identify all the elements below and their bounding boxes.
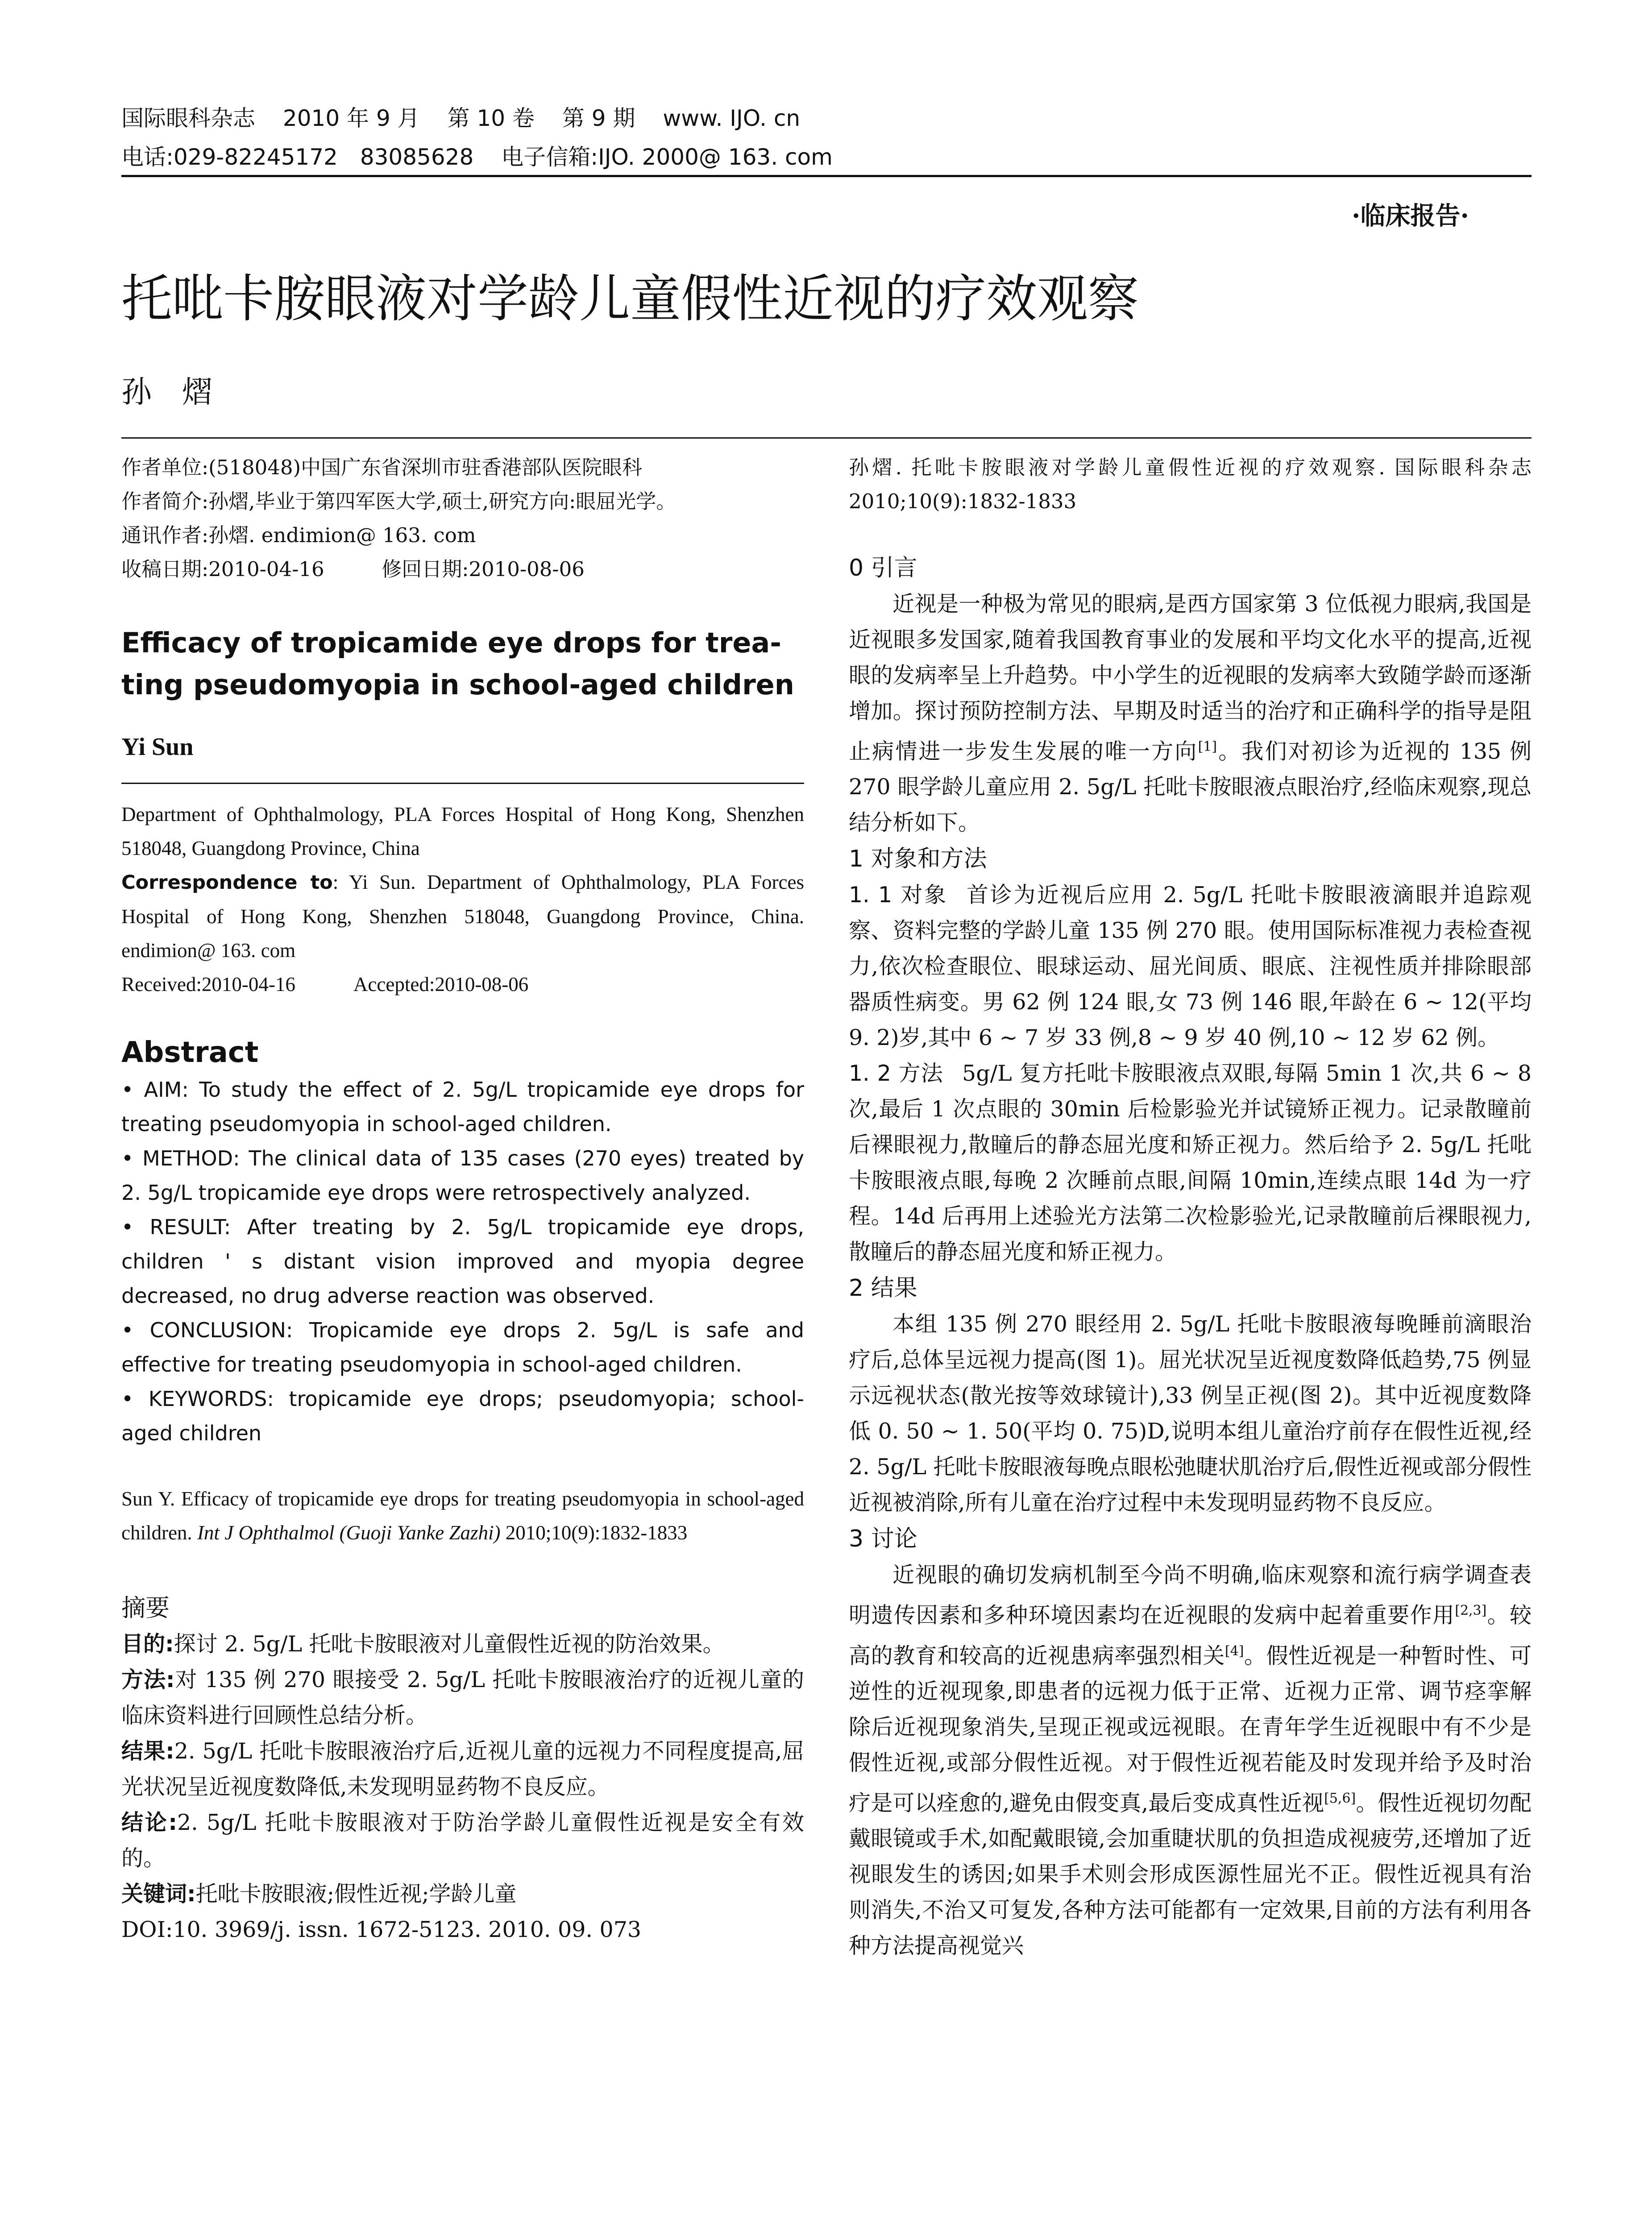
doi[interactable]: DOI:10. 3969/j. issn. 1672-5123. 2010. 09. 073	[121, 1917, 642, 1942]
abstract-en	[121, 1033, 804, 1451]
journal-header-line2	[121, 144, 853, 170]
s11-label: 1. 1 对象	[849, 882, 948, 908]
phone: 电话:029-82245172 83085628	[121, 144, 474, 170]
abstract-cn-result	[121, 1733, 804, 1805]
citation-en-journal: Int J Ophthalmol (Guoji Yanke Zazhi)	[197, 1522, 501, 1544]
citation-en-tail: 2010;10(9):1832-1833	[500, 1522, 688, 1544]
abstract-heading: Abstract	[121, 1036, 259, 1069]
s3-text-d: 。假性近视切勿配戴眼镜或手术,如配戴眼镜,会加重睫状肌的负担造成视疲劳,还增加了近视眼发生的诱因;如果手术则会形成医源性屈光不正。假性近视具有治则消失,不治又可复发,各种方法可能都有一定效果,目前的方法有利用各种方法提高视觉兴	[849, 1790, 1532, 1959]
english-title	[121, 622, 804, 706]
received-date: 收稿日期:2010-04-16	[121, 557, 324, 581]
section-2-heading: 2 结果	[849, 1275, 917, 1302]
abstract-cn-conclusion	[121, 1805, 804, 1876]
conclusion-text: 2. 5g/L 托吡卡胺眼液对于防治学龄儿童假性近视是安全有效的。	[121, 1810, 804, 1871]
method-text: 对 135 例 270 眼接受 2. 5g/L 托吡卡胺眼液治疗的近视儿童的临床资料进行回顾性总结分析。	[121, 1667, 804, 1728]
english-correspondence	[121, 865, 804, 967]
english-title-line2: ting pseudomyopia in school-aged children	[121, 668, 794, 701]
left-column	[121, 451, 804, 1948]
s3-text-b: 。较高的教育和较高的近视患病率强烈相关	[849, 1602, 1532, 1668]
section-1-2	[849, 1056, 1532, 1270]
author-name: 孙 熠	[121, 375, 213, 410]
abstract-method: • METHOD: The clinical data of 135 cases (270 eyes) treated by 2. 5g/L tropicamide eye drops were retrospectively analyzed.	[121, 1146, 804, 1205]
s12-text: 5g/L 复方托吡卡胺眼液点双眼,每隔 5min 1 次,共 6 ~ 8 次,最后 1 次点眼的 30min 后检影验光并试镜矫正视力。记录散瞳前后裸眼视力,散瞳后的静态屈光度和矫正视力。然后给予 2. 5g/L 托吡卡胺眼液点眼,每晚 2 次睡前点眼,间隔 10min,连续点眼 14d 为一疗程。14d 后再用上述验光方法第二次检影验光,记录散瞳前后裸眼视力,散瞳后的静态屈光度和矫正视力。	[849, 1061, 1532, 1265]
section-introduction	[849, 550, 1532, 841]
abstract-conclusion: • CONCLUSION: Tropicamide eye drops 2. 5g/L is safe and effective for treating pseudomyopia in school-aged children.	[121, 1318, 804, 1377]
section-results	[849, 1270, 1532, 1521]
citation-en	[121, 1482, 804, 1550]
aim-label: 目的:	[121, 1631, 174, 1657]
english-title-line1: Efficacy of tropicamide eye drops for trea-	[121, 626, 781, 659]
section-3-paragraph	[849, 1557, 1532, 1964]
section-1-1	[849, 877, 1532, 1056]
section-label: ·临床报告·	[1352, 201, 1469, 231]
abstract-cn-method	[121, 1662, 804, 1733]
s3-text-a: 近视眼的确切发病机制至今尚不明确,临床观察和流行病学调查表明遗传因素和多种环境因素均在近视眼的发病中起着重要作用	[849, 1562, 1532, 1628]
abstract-keywords: • KEYWORDS: tropicamide eye drops; pseudomyopia; school-aged children	[121, 1387, 804, 1445]
english-accepted: Accepted:2010-08-06	[353, 973, 529, 995]
ref-1: [1]	[1198, 739, 1217, 755]
english-author: Yi Sun	[121, 733, 194, 761]
s3-text-c: 。假性近视是一种暂时性、可逆性的近视现象,即患者的远视力低于正常、近视力正常、调节痉挛解除后近视现象消失,呈现正视或远视眼。在青年学生近视眼中有不少是假性近视,或部分假性近视。对于假性近视若能及时发现并给予及时治疗是可以痊愈的,避免由假变真,最后变成真性近视	[849, 1642, 1532, 1816]
affiliation-rule	[121, 783, 804, 784]
journal-header-line1	[121, 105, 821, 132]
author-info	[121, 451, 804, 586]
s11-text: 首诊为近视后应用 2. 5g/L 托吡卡胺眼液滴眼并追踪观察、资料完整的学龄儿童 135 例 270 眼。使用国际标准视力表检查视力,依次检查眼位、眼球运动、屈光间质、眼底、注视性质并排除眼部器质性病变。男 62 例 124 眼,女 73 例 146 眼,年龄在 6 ~ 12(平均 9. 2)岁,其中 6 ~ 7 岁 33 例,8 ~ 9 岁 40 例,10 ~ 12 岁 62 例。	[849, 882, 1532, 1051]
result-text: 2. 5g/L 托吡卡胺眼液治疗后,近视儿童的远视力不同程度提高,屈光状况呈近视度数降低,未发现明显药物不良反应。	[121, 1738, 804, 1800]
correspondence-text: : Yi Sun. Department of Ophthalmology, PLA Forces Hospital of Hong Kong, Shenzhen 518048, Guangdong Province, China. endimion@ 163. com	[121, 871, 804, 962]
english-affiliation: Department of Ophthalmology, PLA Forces Hospital of Hong Kong, Shenzhen 518048, Guangdong Province, China	[121, 803, 804, 859]
abstract-aim: • AIM: To study the effect of 2. 5g/L tropicamide eye drops for treating pseudomyopia in school-aged children.	[121, 1078, 804, 1136]
section-0-paragraph	[849, 586, 1532, 841]
volume: 第 10 卷	[447, 105, 535, 131]
citation-en-main: Sun Y. Efficacy of tropicamide eye drops for treating pseudomyopia in school-aged children.	[121, 1488, 804, 1544]
right-column	[849, 451, 1532, 1964]
ref-2-3: [2,3]	[1455, 1603, 1487, 1619]
method-label: 方法:	[121, 1667, 175, 1692]
section-2-paragraph: 本组 135 例 270 眼经用 2. 5g/L 托吡卡胺眼液每晚睡前滴眼治疗后,总体呈远视力提高(图 1)。屈光状况呈近视度数降低趋势,75 例显示远视状态(散光按等效球镜计),33 例呈正视(图 2)。其中近视度数降低 0. 50 ~ 1. 50(平均 0. 75)D,说明本组儿童治疗前存在假性近视,经 2. 5g/L 托吡卡胺眼液每晚点眼松弛睫状肌治疗后,假性近视或部分假性近视被消除,所有儿童在治疗过程中未发现明显药物不良反应。	[849, 1311, 1532, 1516]
english-dates	[121, 967, 804, 1001]
section-discussion	[849, 1521, 1532, 1964]
email[interactable]: 电子信箱:IJO. 2000@ 163. com	[501, 144, 833, 170]
correspondence-label: Correspondence to	[121, 871, 333, 894]
citation-cn: 孙熠. 托吡卡胺眼液对学龄儿童假性近视的疗效观察. 国际眼科杂志 2010;10(9):1832-1833	[849, 456, 1532, 513]
keywords-label: 关键词:	[121, 1881, 196, 1907]
page-title: 托吡卡胺眼液对学龄儿童假性近视的疗效观察	[121, 269, 1139, 328]
ref-5-6: [5,6]	[1324, 1790, 1356, 1806]
header-rule	[121, 175, 1532, 177]
section-1-heading: 1 对象和方法	[849, 846, 987, 873]
author-bio: 作者简介:孙熠,毕业于第四军医大学,硕士,研究方向:眼屈光学。	[121, 489, 677, 513]
abstract-result: • RESULT: After treating by 2. 5g/L tropicamide eye drops, children ' s distant vision improved and myopia degree decreased, no drug adverse reaction was observed.	[121, 1215, 804, 1308]
english-affiliation-block	[121, 797, 804, 1001]
abstract-cn-aim	[121, 1626, 804, 1662]
abstract-cn-heading: 摘要	[121, 1594, 170, 1622]
abstract-cn	[121, 1590, 804, 1948]
issue-date: 2010 年 9 月	[282, 105, 420, 131]
english-received: Received:2010-04-16	[121, 973, 295, 995]
abstract-cn-keywords	[121, 1876, 804, 1912]
result-label: 结果:	[121, 1738, 174, 1764]
s0-text-a: 近视是一种极为常见的眼病,是西方国家第 3 位低视力眼病,我国是近视眼多发国家,随着我国教育事业的发展和平均文化水平的提高,近视眼的发病率呈上升趋势。中小学生的近视眼的发病率大致随学龄而逐渐增加。探讨预防控制方法、早期及时适当的治疗和正确科学的指导是阻止病情进一步发生发展的唯一方向	[849, 591, 1532, 764]
journal-name: 国际眼科杂志	[121, 105, 255, 131]
revised-date: 修回日期:2010-08-06	[382, 557, 585, 581]
title-rule	[121, 437, 1532, 439]
author-unit: 作者单位:(518048)中国广东省深圳市驻香港部队医院眼科	[121, 456, 643, 479]
issue: 第 9 期	[562, 105, 635, 131]
journal-website[interactable]: www. IJO. cn	[663, 105, 801, 131]
dates	[121, 552, 804, 586]
section-methods	[849, 841, 1532, 1270]
s0-text-b: 。我们对初诊为近视的 135 例 270 眼学龄儿童应用 2. 5g/L 托吡卡胺眼液点眼治疗,经临床观察,现总结分析如下。	[849, 738, 1532, 836]
aim-text: 探讨 2. 5g/L 托吡卡胺眼液对儿童假性近视的防治效果。	[174, 1631, 725, 1657]
s12-label: 1. 2 方法	[849, 1061, 944, 1086]
conclusion-label: 结论:	[121, 1810, 177, 1835]
section-3-heading: 3 讨论	[849, 1526, 917, 1553]
section-0-heading: 0 引言	[849, 555, 917, 581]
ref-4: [4]	[1224, 1643, 1244, 1659]
keywords-text: 托吡卡胺眼液;假性近视;学龄儿童	[195, 1881, 517, 1907]
corresponding-author: 通讯作者:孙熠. endimion@ 163. com	[121, 523, 476, 547]
